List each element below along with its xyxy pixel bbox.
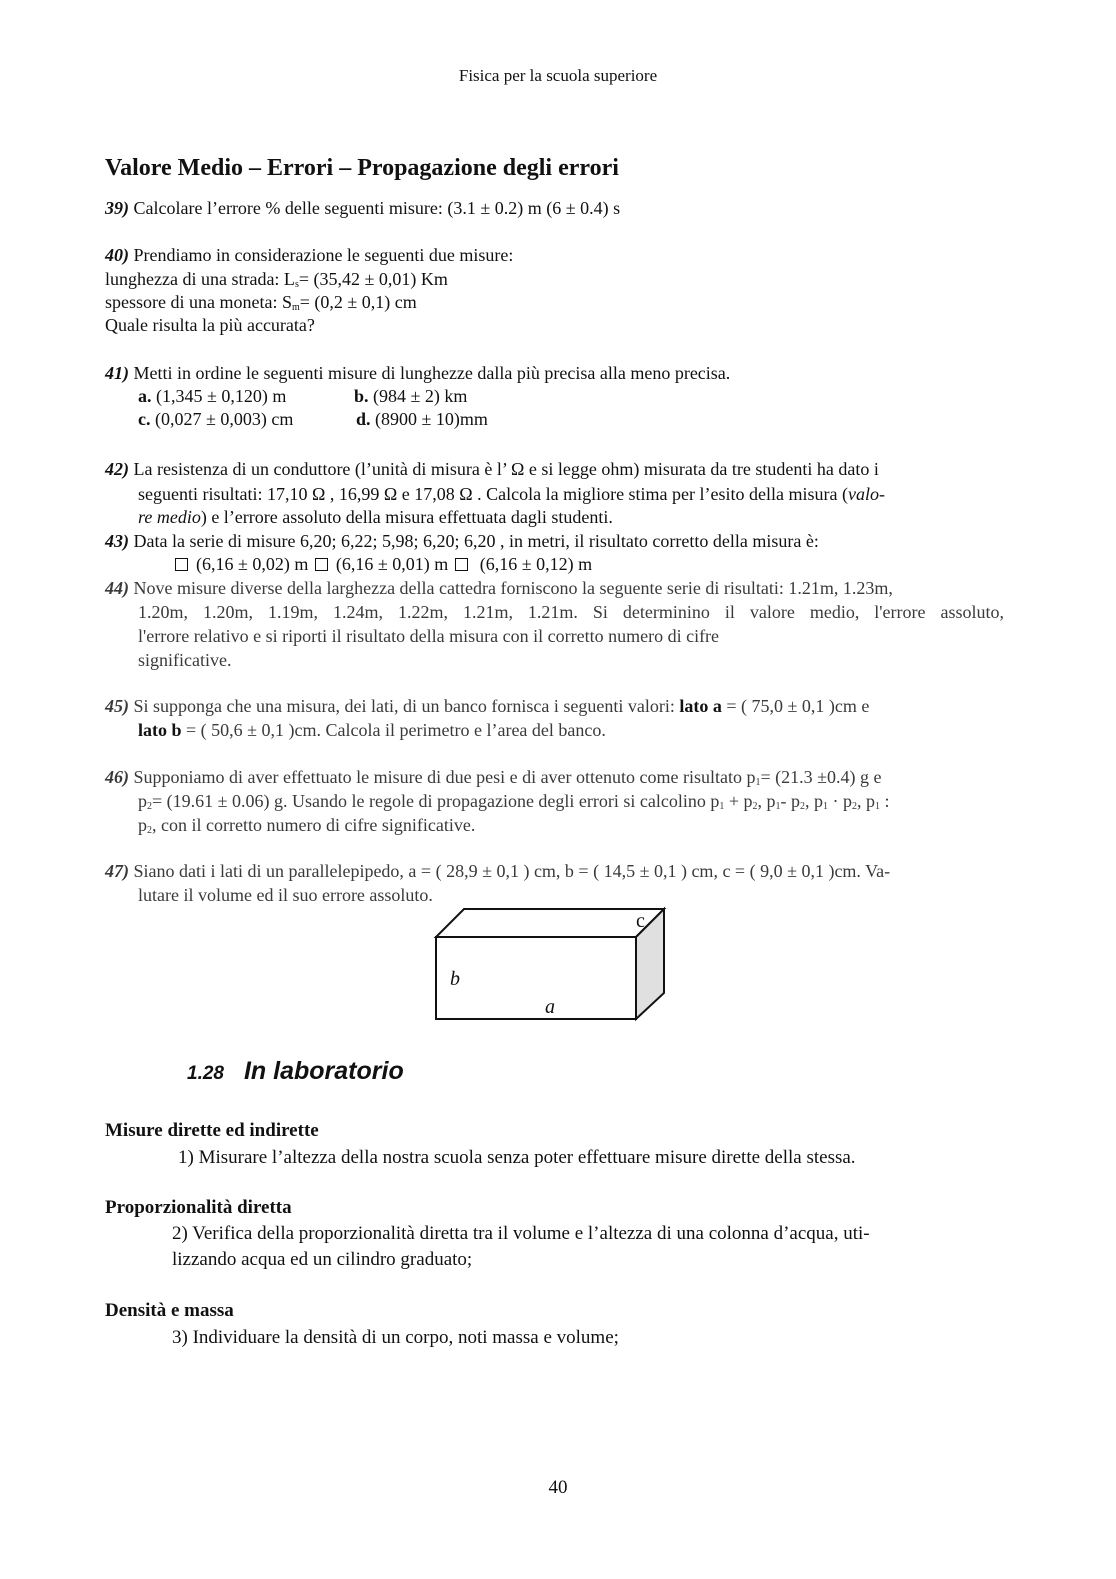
checkbox-icon[interactable]	[175, 558, 188, 571]
exercise-text: , p	[757, 791, 776, 811]
exercise-number: 46)	[105, 767, 129, 787]
exercise-text: Nove misure diverse della larghezza della cattedra forniscono la seguente serie di risultati: 1.21m, 1.23m,	[133, 578, 893, 598]
exercise-text: seguenti risultati: 17,10 Ω , 16,99 Ω e 17,08 Ω . Calcola la migliore stima per l’esito della misura (	[138, 484, 848, 504]
exercise-47-line-1	[105, 861, 890, 882]
measure-label: spessore di una moneta: S	[105, 292, 292, 312]
exercise-number: 41)	[105, 363, 129, 383]
measure-value: = (35,42 ± 0,01) Km	[298, 269, 448, 289]
exercise-number: 43)	[105, 531, 129, 551]
exercise-47-line-2: lutare il volume ed il suo errore assoluto.	[138, 885, 433, 905]
exercise-43	[105, 531, 819, 552]
exercise-40-measure-2	[105, 292, 417, 313]
option-label: b.	[354, 386, 369, 406]
checkbox-icon[interactable]	[315, 558, 328, 571]
exercise-text: , con il corretto numero di cifre significative.	[152, 815, 476, 835]
option-label: a.	[138, 386, 152, 406]
label-c: c	[636, 910, 645, 932]
exercise-44-line-3: l'errore relativo e si riporti il risultato della misura con il corretto numero di cifre	[138, 626, 720, 646]
exercise-text: Supponiamo di aver effettuato le misure di due pesi e di aver ottenuto come risultato p	[133, 767, 756, 787]
exercise-text: ) e l’errore assoluto della misura effettuata dagli studenti.	[200, 507, 613, 527]
subscript: 1	[775, 801, 781, 812]
subscript: 1	[823, 801, 829, 812]
option-value: (984 ± 2) km	[373, 386, 468, 406]
exercise-text: , p	[857, 791, 876, 811]
exercise-text: , p	[805, 791, 824, 811]
exercise-text: Si supponga che una misura, dei lati, di un banco fornisca i seguenti valori:	[133, 696, 675, 716]
exercise-40-question: Quale risulta la più accurata?	[105, 315, 315, 335]
measure-label: lunghezza di una strada: L	[105, 269, 295, 289]
exercise-40-measure-1	[105, 269, 448, 290]
exercise-40-intro	[105, 245, 513, 266]
subscript: 2	[752, 801, 758, 812]
exercise-46-line-1	[105, 767, 882, 788]
option-c	[138, 409, 293, 430]
exercise-44-line-4: significative.	[138, 650, 232, 670]
running-header: Fisica per la scuola superiore	[458, 66, 658, 85]
lab-item-1: 1) Misurare l’altezza della nostra scuola senza poter effettuare misure dirette della stessa.	[178, 1147, 856, 1168]
exercise-number: 42)	[105, 459, 129, 479]
exercise-text: Prendiamo in considerazione le seguenti due misure:	[133, 245, 514, 265]
lab-section-title	[187, 1057, 404, 1086]
exercise-number: 47)	[105, 861, 129, 881]
label-a: a	[545, 996, 555, 1018]
exercise-text-italic: valo-	[848, 484, 885, 504]
option-label: d.	[356, 409, 371, 429]
option-value: (0,027 ± 0,003) cm	[155, 409, 294, 429]
section-heading: In laboratorio	[243, 1057, 404, 1085]
lab-item-2-line-2: lizzando acqua ed un cilindro graduato;	[172, 1249, 473, 1270]
box-front-face	[436, 937, 636, 1019]
option-value: (8900 ± 10)mm	[375, 409, 488, 429]
exercise-text: · p	[828, 791, 853, 811]
lab-subheading-3: Densità e massa	[105, 1300, 234, 1321]
section-number: 1.28	[187, 1063, 224, 1084]
subscript: 2	[852, 801, 858, 812]
exercise-number: 40)	[105, 245, 129, 265]
subscript: 2	[800, 801, 806, 812]
subscript: 2	[147, 801, 152, 812]
option-label: c.	[138, 409, 151, 429]
exercise-46-line-3	[138, 815, 475, 836]
exercise-43-options	[175, 554, 592, 575]
exercise-text-italic: re medio	[138, 507, 201, 527]
exercise-42-line-1	[105, 459, 879, 480]
answer-option-2: (6,16 ± 0,01) m	[335, 554, 449, 574]
exercise-text: Data la serie di misure 6,20; 6,22; 5,98; 6,20; 6,20 , in metri, il risultato corretto della misura è:	[133, 531, 819, 551]
exercise-44-line-2: 1.20m, 1.20m, 1.19m, 1.24m, 1.22m, 1.21m, 1.21m. Si determinino il valore medio, l'errore assoluto,	[138, 602, 1004, 622]
option-a	[138, 386, 286, 407]
exercise-text: + p	[724, 791, 753, 811]
exercise-42-line-2	[138, 484, 885, 505]
parallelepiped-figure	[430, 905, 670, 1025]
exercise-text: La resistenza di un conduttore (l’unità di misura è l’ Ω e si legge ohm) misurata da tre studenti ha dato i	[133, 459, 879, 479]
checkbox-icon[interactable]	[455, 558, 468, 571]
option-d	[356, 409, 488, 430]
subscript: 1	[719, 801, 725, 812]
measure-value: = (0,2 ± 0,1) cm	[299, 292, 417, 312]
exercise-text: - p	[780, 791, 801, 811]
subscript: 2	[147, 825, 152, 836]
exercise-text: = (19.61 ± 0.06) g. Usando le regole di propagazione degli errori si calcolino p	[152, 791, 720, 811]
lab-item-2-line-1: 2) Verifica della proporzionalità diretta tra il volume e l’altezza di una colonna d’acqua, uti-	[172, 1223, 870, 1244]
exercise-number: 45)	[105, 696, 129, 716]
exercise-39	[105, 198, 620, 219]
label-b: b	[450, 968, 460, 990]
section-title: Valore Medio – Errori – Propagazione degli errori	[105, 155, 619, 181]
exercise-text: Siano dati i lati di un parallelepipedo, a = ( 28,9 ± 0,1 ) cm, b = ( 14,5 ± 0,1 ) cm, c = ( 9,0 ± 0,1 )cm. Va-	[133, 861, 891, 881]
exercise-text: :	[880, 791, 890, 811]
lab-subheading-1: Misure dirette ed indirette	[105, 1120, 319, 1141]
exercise-41	[105, 363, 730, 384]
exercise-text: = (21.3 ±0.4) g e	[760, 767, 882, 787]
option-value: (1,345 ± 0,120) m	[156, 386, 287, 406]
answer-option-1: (6,16 ± 0,02) m	[196, 554, 309, 574]
exercise-text: Metti in ordine le seguenti misure di lunghezze dalla più precisa alla meno precisa.	[133, 363, 731, 383]
lab-item-3: 3) Individuare la densità di un corpo, noti massa e volume;	[172, 1327, 619, 1348]
subscript: 1	[755, 777, 761, 788]
exercise-text: = ( 75,0 ± 0,1 )cm e	[726, 696, 870, 716]
subscript: 1	[875, 801, 881, 812]
exercise-number: 39)	[105, 198, 129, 218]
exercise-45-line-1	[105, 696, 869, 717]
lab-subheading-2: Proporzionalità diretta	[105, 1197, 292, 1218]
exercise-text: Calcolare l’errore % delle seguenti misure: (3.1 ± 0.2) m (6 ± 0.4) s	[133, 198, 621, 218]
measure-subscript: s	[294, 279, 299, 290]
measure-subscript: m	[291, 302, 300, 313]
exercise-text: = ( 50,6 ± 0,1 )cm. Calcola il perimetro e l’area del banco.	[186, 720, 606, 740]
exercise-text: p	[138, 791, 147, 811]
exercise-44-line-1	[105, 578, 893, 599]
term-bold: lato a	[679, 696, 722, 716]
page-number: 40	[548, 1477, 568, 1498]
exercise-text: p	[138, 815, 147, 835]
exercise-number: 44)	[105, 578, 129, 598]
exercise-45-line-2	[138, 720, 606, 741]
exercise-42-line-3	[138, 507, 613, 528]
exercise-46-line-2	[138, 791, 890, 812]
answer-option-3: (6,16 ± 0,12) m	[479, 554, 593, 574]
box-top-face	[436, 909, 664, 937]
term-bold: lato b	[138, 720, 182, 740]
option-b	[354, 386, 467, 407]
